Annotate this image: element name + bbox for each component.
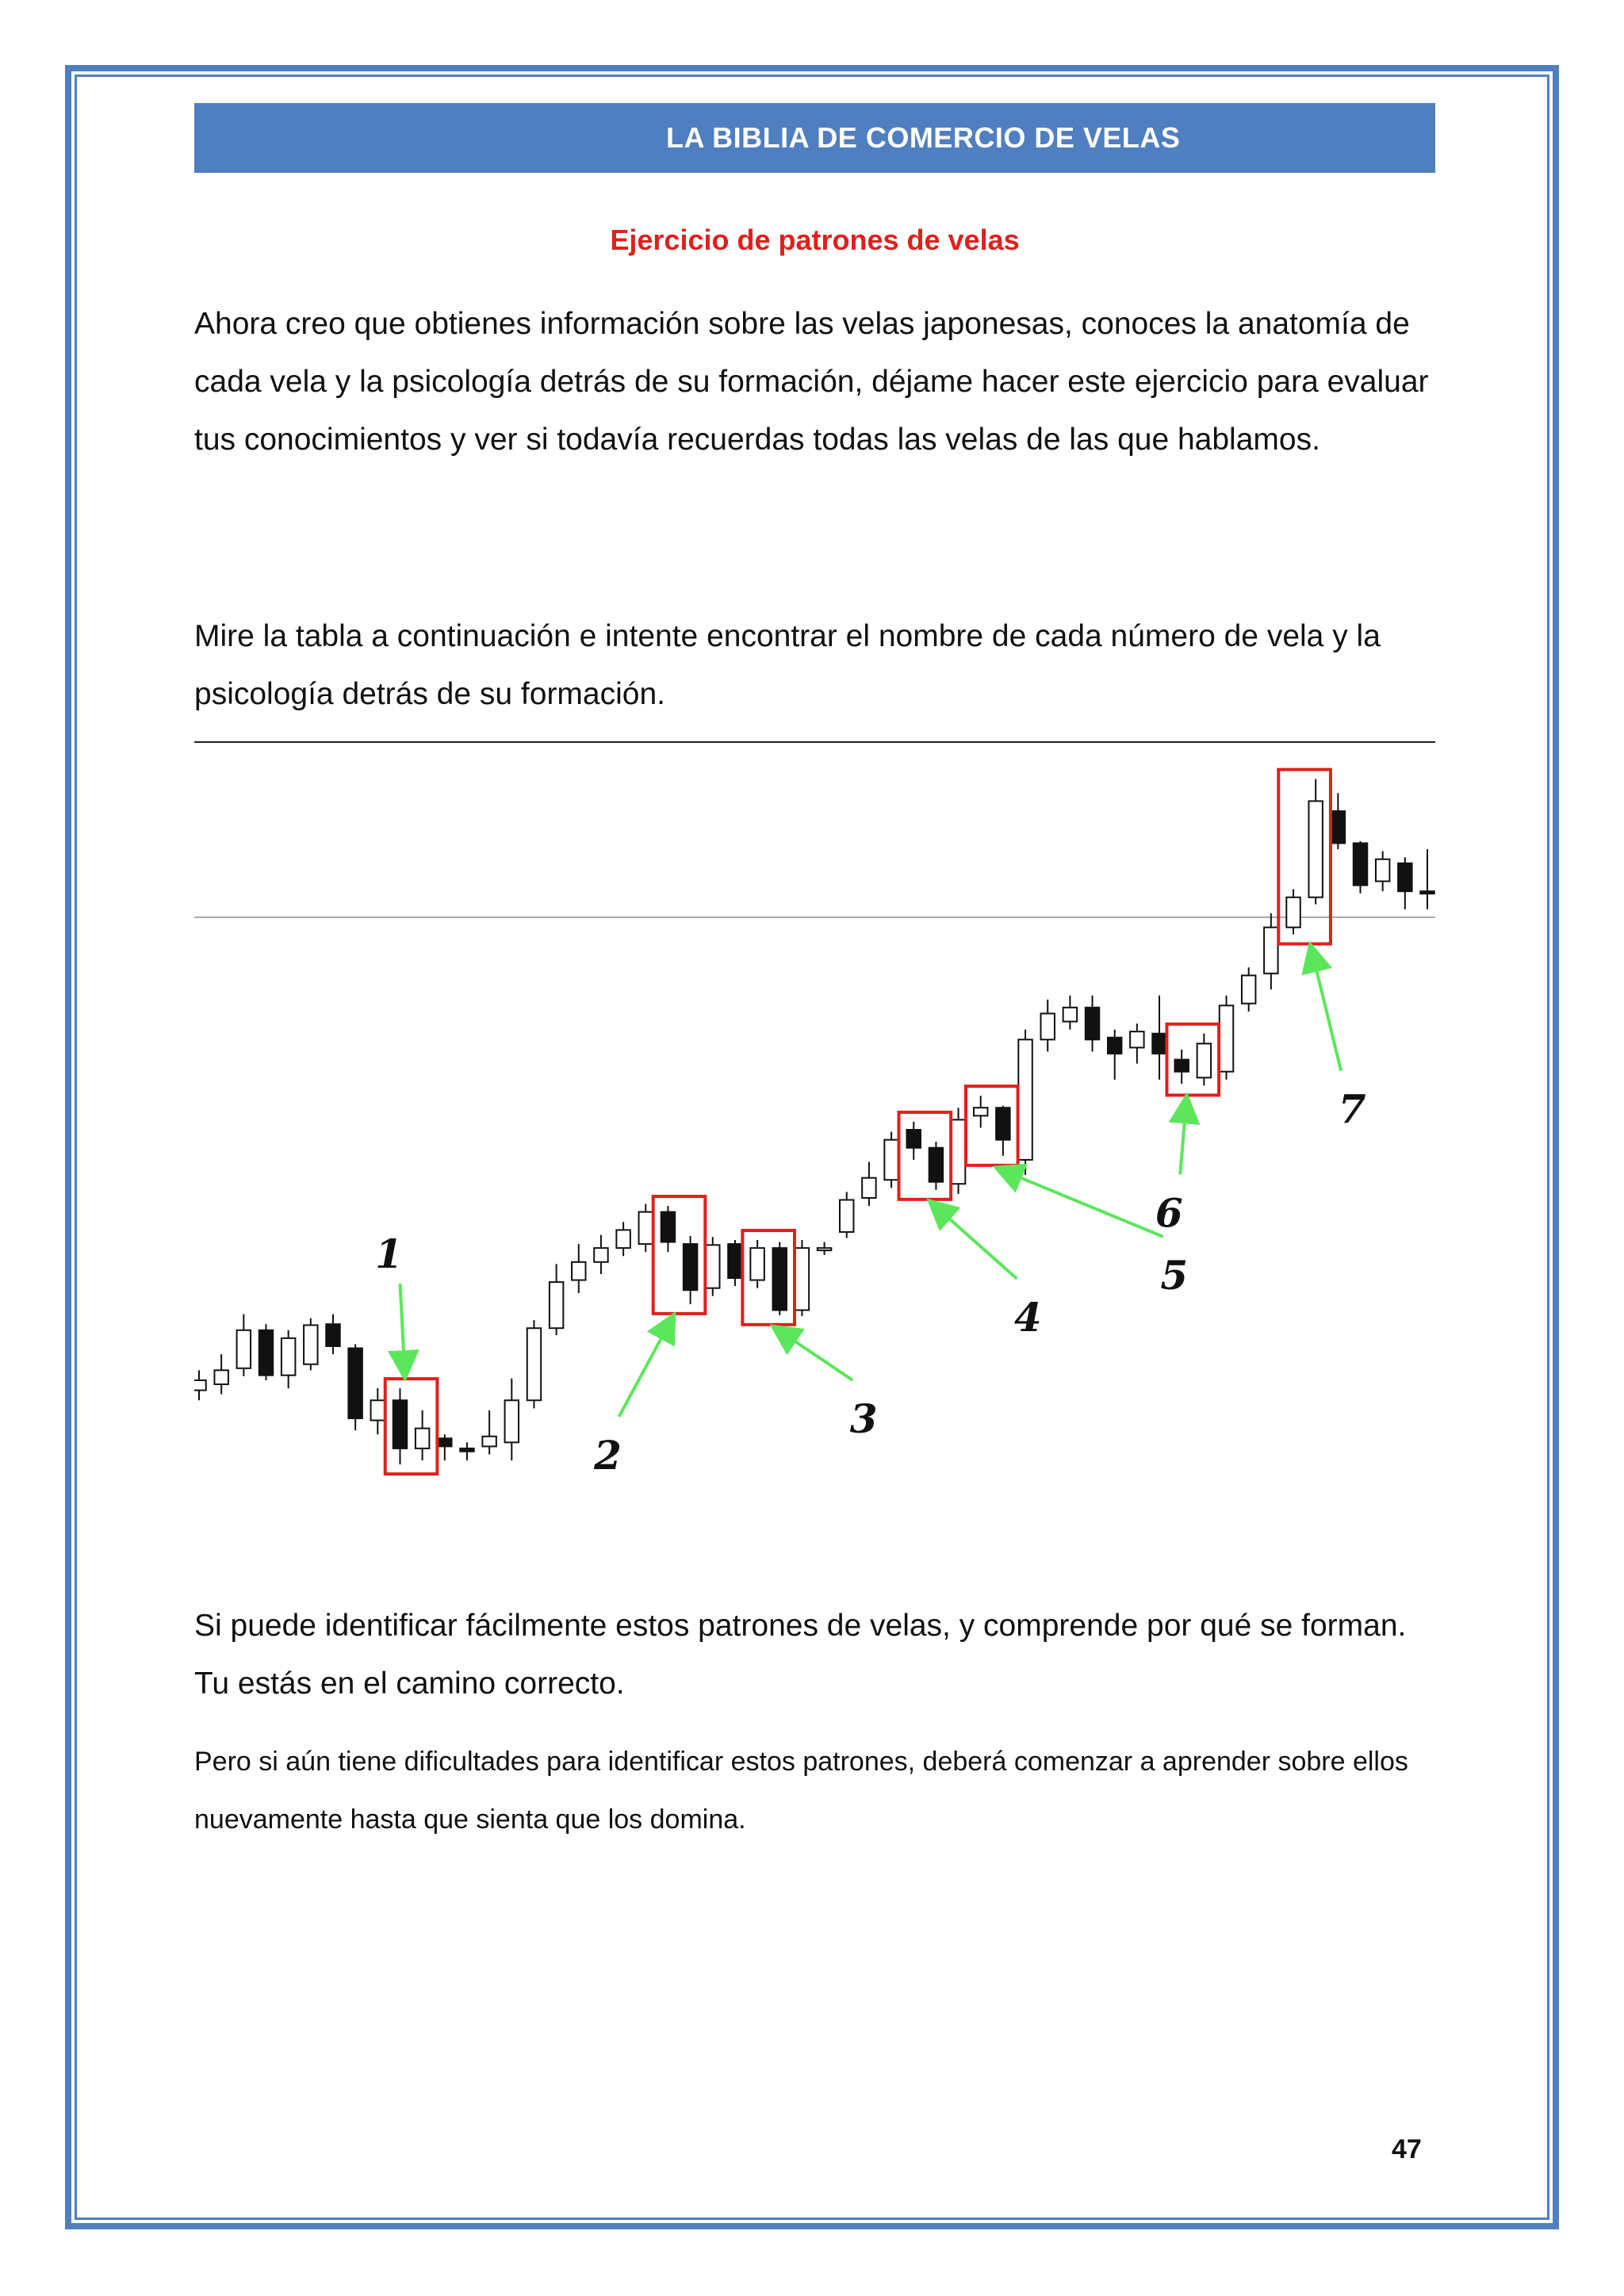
candle-body — [750, 1248, 764, 1280]
pattern-arrow-7 — [1311, 947, 1341, 1071]
candle-body — [550, 1282, 563, 1328]
candle-body — [326, 1324, 339, 1346]
page-number: 47 — [1392, 2134, 1422, 2164]
pattern-arrow-4 — [931, 1203, 1017, 1279]
candle-body — [438, 1438, 451, 1446]
candle-body — [1264, 928, 1277, 974]
candle-body — [616, 1230, 630, 1248]
candle-body — [795, 1248, 809, 1310]
candle-body — [1331, 811, 1345, 843]
pattern-arrow-5 — [998, 1169, 1163, 1237]
chart-top-rule — [194, 741, 1435, 743]
candle-body — [1376, 859, 1389, 882]
candle-body — [214, 1370, 228, 1384]
intro-paragraph: Ahora creo que obtienes información sobre las velas japonesas, conoces la anatomía de cada vela y la psicología detrás de su formación, déjame hacer este ejercicio para evaluar tus conocimientos y ver si todavía recuerdas todas las velas de las que hablamos. — [194, 307, 1429, 457]
candle-body — [773, 1248, 787, 1310]
pattern-arrow-2 — [619, 1317, 673, 1417]
candle-body — [304, 1325, 317, 1364]
candle-body — [974, 1108, 987, 1115]
candle-body — [929, 1148, 943, 1182]
candle-body — [237, 1330, 251, 1368]
candle-body — [259, 1330, 273, 1376]
pattern-label-7: 7 — [1338, 1085, 1366, 1133]
candle-body — [371, 1400, 385, 1420]
header-title: LA BIBLIA DE COMERCIO DE VELAS — [666, 121, 1181, 154]
candle-body — [684, 1244, 697, 1290]
candle-body — [1063, 1008, 1077, 1022]
candle-body — [348, 1349, 362, 1418]
candle-body — [194, 1380, 206, 1391]
candle-body — [728, 1244, 741, 1278]
candle-body — [594, 1248, 607, 1262]
candle-body — [884, 1140, 898, 1181]
pattern-label-1: 1 — [375, 1230, 403, 1278]
candle-body — [505, 1400, 519, 1442]
candle-body — [840, 1200, 853, 1231]
candle-body — [527, 1328, 541, 1400]
candle-body — [1174, 1060, 1188, 1072]
conclusion-paragraph: Si puede identificar fácilmente estos patrones de velas, y comprende por qué se forman. Tu estás en el camino correcto. — [194, 1609, 1407, 1701]
candle-body — [393, 1400, 407, 1448]
pattern-arrow-6 — [1180, 1098, 1186, 1174]
candle-body — [1108, 1038, 1121, 1054]
candle-body — [952, 1119, 965, 1184]
candle-body — [907, 1130, 921, 1148]
candle-body — [706, 1245, 719, 1288]
candle-body — [1242, 975, 1255, 1003]
candle-body — [1398, 863, 1411, 891]
pattern-label-4: 4 — [1013, 1293, 1042, 1341]
candle-body — [1220, 1005, 1233, 1071]
candle-body — [1197, 1043, 1211, 1077]
candle-body — [818, 1248, 831, 1250]
candle-body — [1130, 1031, 1143, 1047]
advice-paragraph: Pero si aún tiene dificultades para identificar estos patrones, deberá comenzar a aprender sobre ellos nuevamente hasta que sienta que los domina. — [194, 1747, 1408, 1835]
candlestick-chart — [194, 761, 1435, 1498]
candle-body — [639, 1212, 653, 1244]
candle-body — [1040, 1013, 1054, 1039]
pattern-label-5: 5 — [1160, 1251, 1189, 1299]
candle-body — [1018, 1039, 1032, 1160]
pattern-label-6: 6 — [1155, 1189, 1183, 1237]
instruction-paragraph: Mire la tabla a continuación e intente encontrar el nombre de cada número de vela y la psicología detrás de su formación. — [194, 619, 1381, 711]
candle-body — [482, 1437, 496, 1447]
candle-body — [661, 1212, 675, 1242]
pattern-label-3: 3 — [849, 1395, 878, 1442]
candle-body — [1286, 897, 1300, 928]
candle-body — [862, 1178, 875, 1198]
candle-body — [1354, 844, 1367, 886]
pattern-arrow-3 — [775, 1328, 852, 1380]
candle-body — [996, 1108, 1009, 1139]
candle-body — [1086, 1008, 1099, 1039]
candle-body — [1152, 1034, 1166, 1054]
pattern-label-2: 2 — [594, 1431, 622, 1479]
candle-body — [1308, 801, 1322, 897]
section-title: Ejercicio de patrones de velas — [610, 224, 1020, 256]
candle-body — [416, 1429, 429, 1448]
candle-body — [1420, 891, 1434, 894]
pattern-arrow-1 — [400, 1284, 405, 1376]
candle-body — [572, 1262, 585, 1280]
header-band — [194, 103, 1435, 173]
candle-body — [282, 1338, 295, 1376]
candle-body — [460, 1448, 473, 1452]
